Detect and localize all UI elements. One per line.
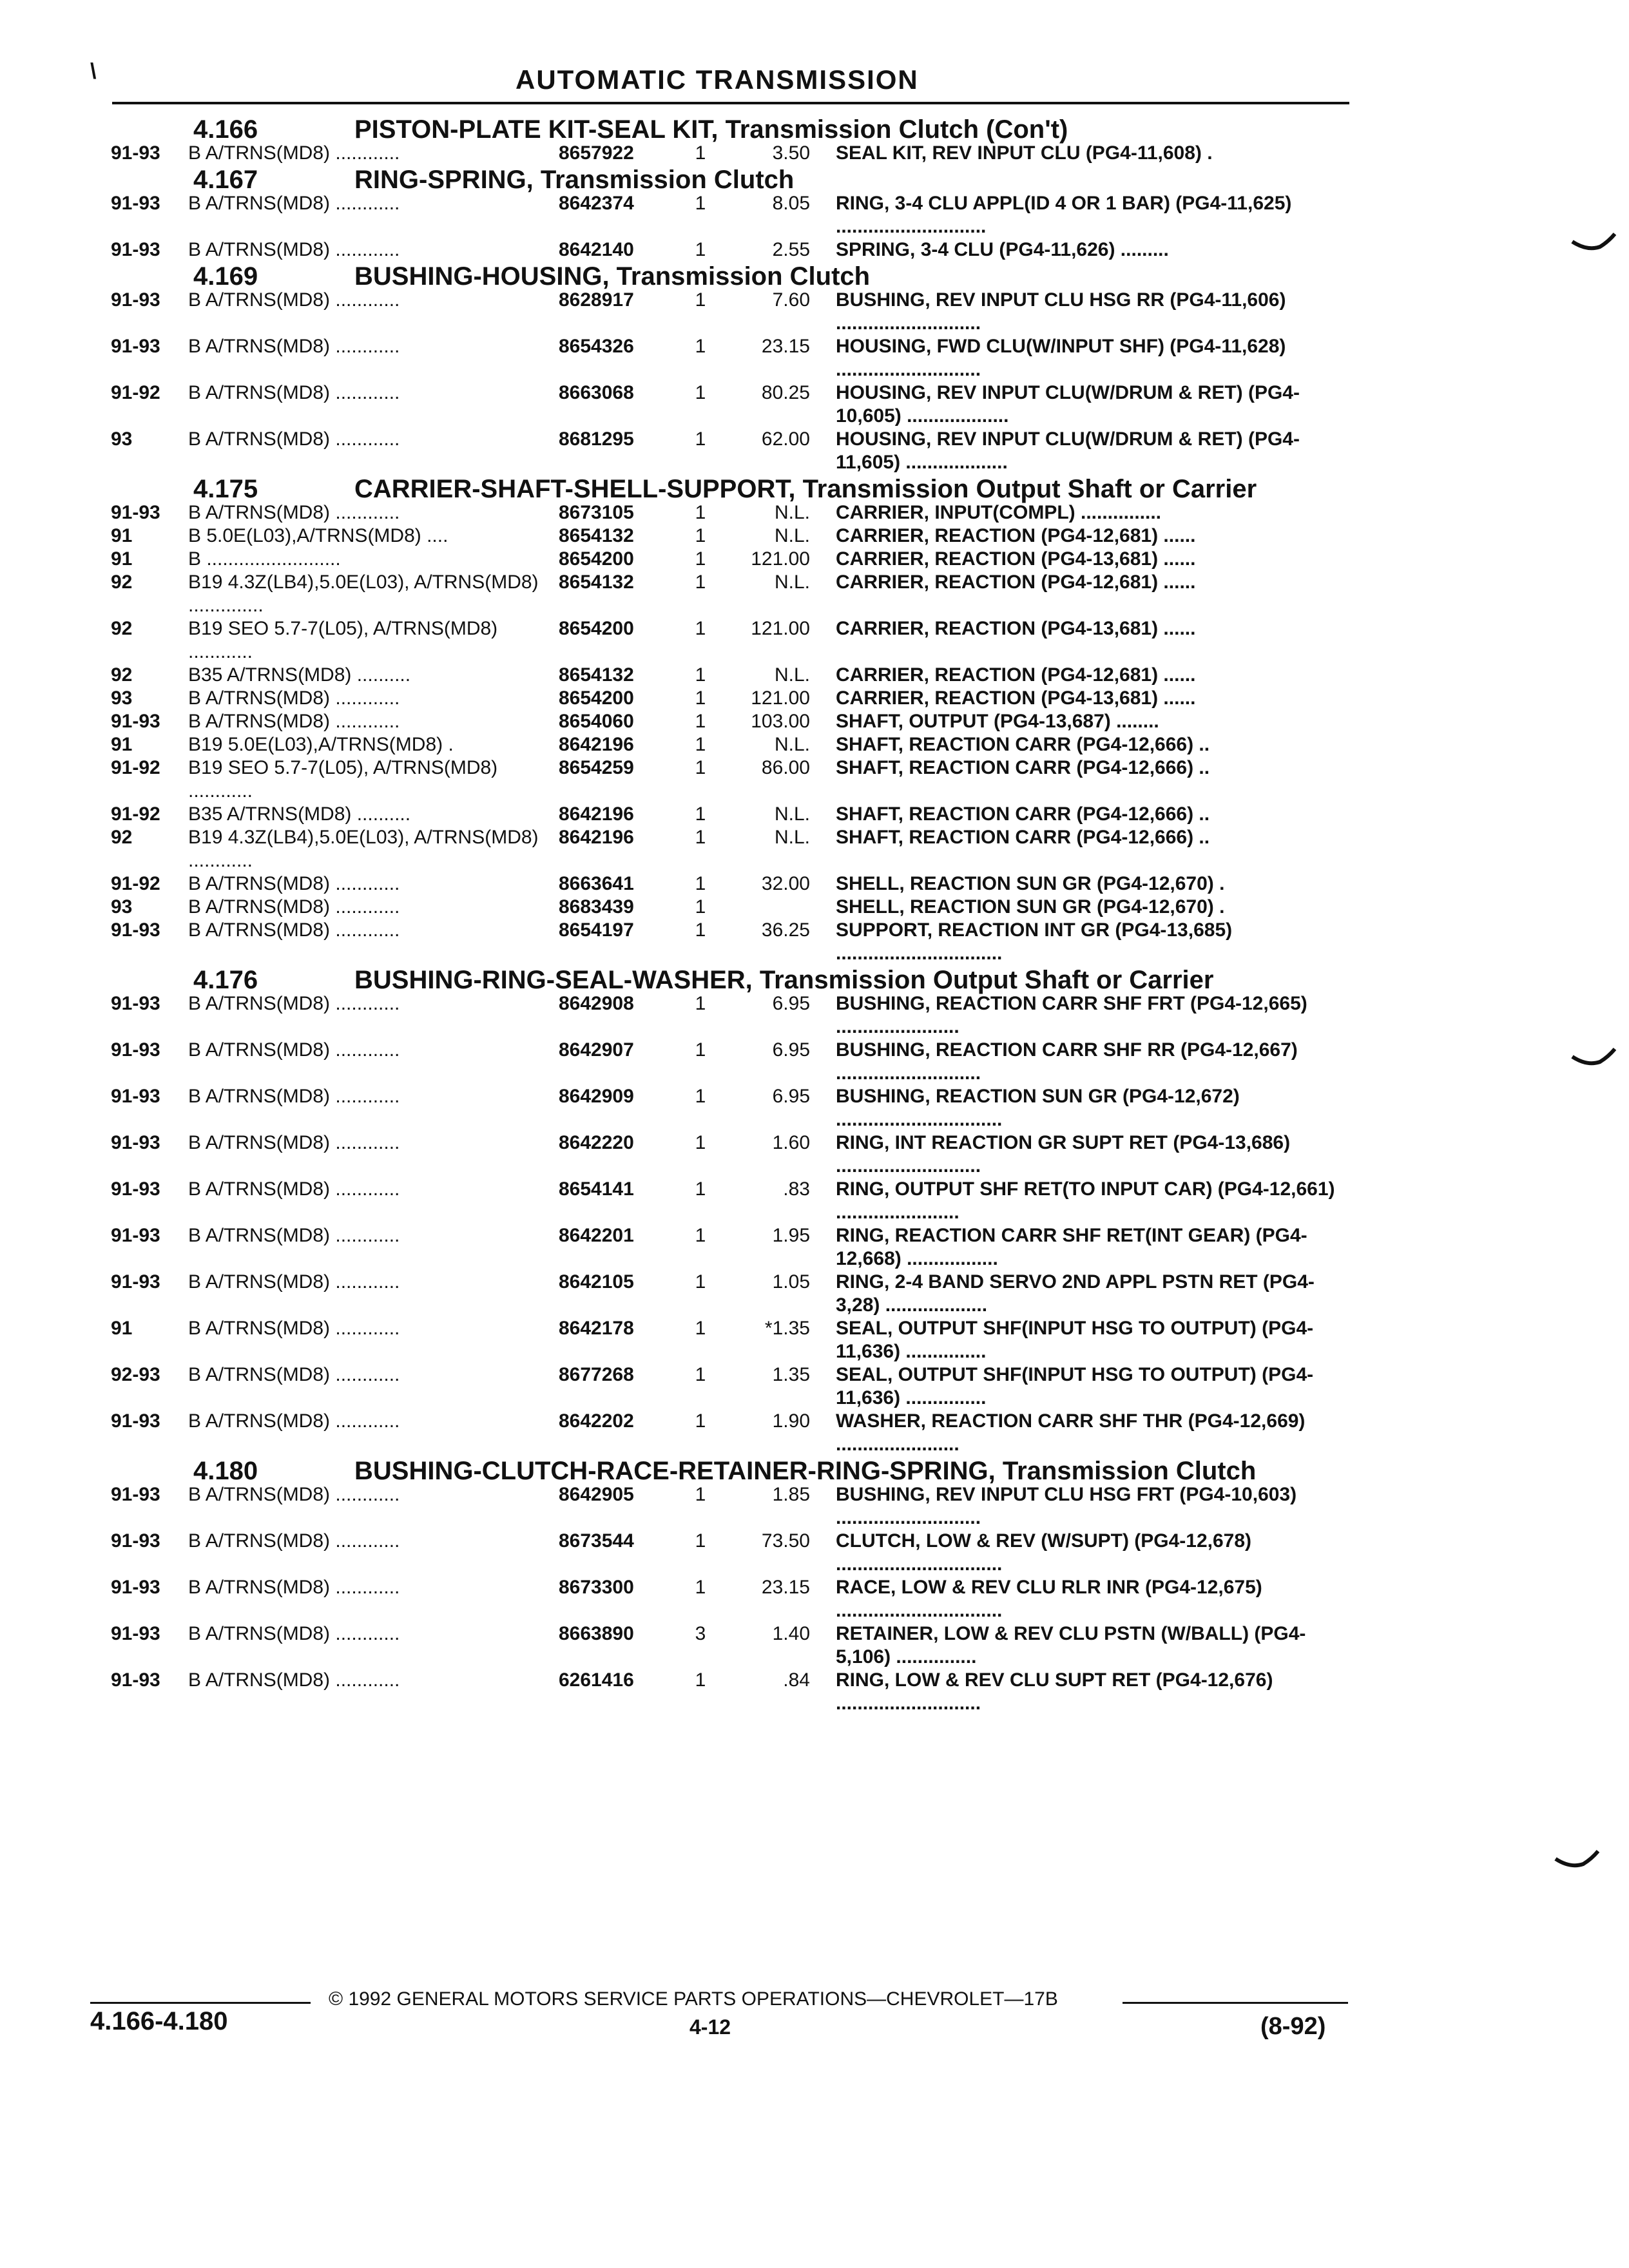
part-row [111,548,1354,571]
price: 1.90 [772,1410,810,1432]
model: B A/TRNS(MD8) ............ [188,428,400,450]
checkmark-icon [1571,1044,1616,1073]
section-title: BUSHING-CLUTCH-RACE-RETAINER-RING-SPRING, Transmission Clutch [354,1457,1257,1485]
part-row [111,501,1354,524]
price: 6.95 [772,1086,810,1107]
part-number: 8628917 [559,289,634,311]
corner-mark: \ [90,59,97,84]
price: 1.35 [772,1364,810,1385]
description: SEAL, OUTPUT SHF(INPUT HSG TO OUTPUT) (PG4-11,636) ............... [836,1318,1314,1362]
model: B A/TRNS(MD8) ............ [188,142,400,164]
page-number: 4-12 [689,2015,731,2039]
footer-rule-right [1123,2002,1348,2004]
model: B35 A/TRNS(MD8) .......... [188,803,411,825]
section-number: 4.175 [193,475,258,503]
qty: 3 [695,1623,706,1644]
price: 80.25 [761,382,810,403]
qty: 1 [695,664,706,686]
section-title: CARRIER-SHAFT-SHELL-SUPPORT, Transmission Output Shaft or Carrier [354,475,1257,503]
description: CARRIER, REACTION (PG4-13,681) ...... [836,618,1196,639]
years: 92 [111,827,133,848]
price: 121.00 [751,687,810,709]
qty: 1 [695,1178,706,1200]
description: SHAFT, REACTION CARR (PG4-12,666) .. [836,827,1210,848]
qty: 1 [695,803,706,825]
section-number: 4.166 [193,115,258,144]
model: B A/TRNS(MD8) ............ [188,919,400,941]
model: B19 SEO 5.7-7(L05), A/TRNS(MD8) ............ [188,757,498,802]
part-row [111,1224,1354,1271]
model: B A/TRNS(MD8) ............ [188,239,400,260]
years: 91-93 [111,1410,160,1432]
model: B19 4.3Z(LB4),5.0E(L03), A/TRNS(MD8) .............. [188,572,539,616]
price: 121.00 [751,548,810,570]
qty: 1 [695,734,706,755]
model: B19 4.3Z(LB4),5.0E(L03), A/TRNS(MD8) ............ [188,827,539,871]
model: B A/TRNS(MD8) ............ [188,1132,400,1153]
years: 91-92 [111,873,160,894]
part-row [111,1483,1354,1530]
part-row [111,142,1354,165]
qty: 1 [695,1271,706,1293]
qty: 1 [695,336,706,357]
price: N.L. [774,734,810,755]
qty: 1 [695,919,706,941]
model: B A/TRNS(MD8) ............ [188,382,400,403]
years: 91 [111,1318,133,1339]
qty: 1 [695,548,706,570]
part-number: 8654200 [559,687,634,709]
price: N.L. [774,572,810,593]
part-row [111,919,1354,965]
qty: 1 [695,993,706,1014]
section-range: 4.166-4.180 [90,2007,228,2035]
price: N.L. [774,502,810,523]
part-number: 8642202 [559,1410,634,1432]
part-row [111,1271,1354,1317]
part-row [111,1669,1354,1715]
price: N.L. [774,827,810,848]
description: RETAINER, LOW & REV CLU PSTN (W/BALL) (PG4-5,106) ............... [836,1623,1306,1667]
part-row [111,238,1354,262]
model: B A/TRNS(MD8) ............ [188,993,400,1014]
years: 91-93 [111,1178,160,1200]
model: B A/TRNS(MD8) ............ [188,1178,400,1200]
part-row [111,1530,1354,1576]
price: 73.50 [761,1530,810,1552]
part-number: 8642196 [559,827,634,848]
years: 91-93 [111,1132,160,1153]
years: 91-93 [111,1623,160,1644]
qty: 1 [695,827,706,848]
years: 93 [111,896,133,918]
model: B A/TRNS(MD8) ............ [188,193,400,214]
part-row [111,192,1354,238]
description: RING, 3-4 CLU APPL(ID 4 OR 1 BAR) (PG4-11,625) ............................ [836,193,1292,237]
description: RING, OUTPUT SHF RET(TO INPUT CAR) (PG4-12,661) ....................... [836,1178,1335,1223]
qty: 1 [695,711,706,732]
description: RING, REACTION CARR SHF RET(INT GEAR) (PG4-12,668) ................. [836,1225,1307,1269]
description: CARRIER, REACTION (PG4-12,681) ...... [836,525,1196,546]
section-number: 4.176 [193,966,258,994]
price: 121.00 [751,618,810,639]
price: 86.00 [761,757,810,778]
model: B A/TRNS(MD8) ............ [188,1484,400,1505]
part-row [111,1085,1354,1131]
model: B A/TRNS(MD8) ............ [188,873,400,894]
part-row [111,335,1354,381]
part-number: 8642907 [559,1039,634,1061]
model: B 5.0E(L03),A/TRNS(MD8) .... [188,525,448,546]
part-number: 8673105 [559,502,634,523]
qty: 1 [695,896,706,918]
part-row [111,1363,1354,1410]
part-row [111,428,1354,474]
part-number: 8654200 [559,548,634,570]
price: .83 [783,1178,810,1200]
model: B A/TRNS(MD8) ............ [188,1086,400,1107]
part-row [111,733,1354,756]
part-number: 8673300 [559,1577,634,1598]
description: RACE, LOW & REV CLU RLR INR (PG4-12,675) ............................... [836,1577,1262,1621]
part-number: 8642196 [559,734,634,755]
part-number: 8673544 [559,1530,634,1552]
description: RING, INT REACTION GR SUPT RET (PG4-13,686) ........................... [836,1132,1291,1177]
years: 93 [111,428,133,450]
years: 91-93 [111,193,160,214]
qty: 1 [695,618,706,639]
model: B A/TRNS(MD8) ............ [188,687,400,709]
years: 91-93 [111,1225,160,1246]
part-number: 8654141 [559,1178,634,1200]
part-number: 8683439 [559,896,634,918]
section-title: PISTON-PLATE KIT-SEAL KIT, Transmission Clutch (Con't) [354,115,1068,144]
model: B A/TRNS(MD8) ............ [188,896,400,918]
qty: 1 [695,1132,706,1153]
model: B A/TRNS(MD8) ............ [188,336,400,357]
part-number: 8654197 [559,919,634,941]
description: HOUSING, FWD CLU(W/INPUT SHF) (PG4-11,628) ........................... [836,336,1286,380]
part-row [111,1410,1354,1456]
part-row [111,756,1354,803]
price: 8.05 [772,193,810,214]
model: B A/TRNS(MD8) ............ [188,1318,400,1339]
years: 91-93 [111,1086,160,1107]
years: 92 [111,664,133,686]
section-header [111,477,1354,501]
description: SEAL, OUTPUT SHF(INPUT HSG TO OUTPUT) (PG4-11,636) ............... [836,1364,1314,1408]
description: SPRING, 3-4 CLU (PG4-11,626) ......... [836,239,1169,260]
part-number: 8663890 [559,1623,634,1644]
part-row [111,992,1354,1039]
section-header [111,1459,1354,1483]
part-number: 8654259 [559,757,634,778]
description: BUSHING, REV INPUT CLU HSG FRT (PG4-10,603) ........................... [836,1484,1297,1528]
price: 103.00 [751,711,810,732]
model: B A/TRNS(MD8) ............ [188,1039,400,1061]
part-row [111,617,1354,664]
description: RING, 2-4 BAND SERVO 2ND APPL PSTN RET (PG4-3,28) ................... [836,1271,1315,1316]
part-number: 8642905 [559,1484,634,1505]
qty: 1 [695,687,706,709]
description: SHELL, REACTION SUN GR (PG4-12,670) . [836,896,1225,918]
price: N.L. [774,803,810,825]
model: B35 A/TRNS(MD8) .......... [188,664,411,686]
description: HOUSING, REV INPUT CLU(W/DRUM & RET) (PG4-10,605) ................... [836,382,1300,427]
qty: 1 [695,1669,706,1691]
part-number: 8642220 [559,1132,634,1153]
revision-date: (8-92) [1260,2013,1326,2040]
model: B A/TRNS(MD8) ............ [188,289,400,311]
description: BUSHING, REACTION CARR SHF FRT (PG4-12,665) ....................... [836,993,1307,1037]
price: 36.25 [761,919,810,941]
part-row [111,571,1354,617]
description: SHELL, REACTION SUN GR (PG4-12,670) . [836,873,1225,894]
section-header [111,117,1354,142]
part-number: 8642908 [559,993,634,1014]
part-number: 8642909 [559,1086,634,1107]
footer-rule-left [90,2002,311,2004]
checkmark-icon [1571,229,1616,258]
price: 23.15 [761,1577,810,1598]
price: 1.60 [772,1132,810,1153]
model: B A/TRNS(MD8) ............ [188,1225,400,1246]
model: B A/TRNS(MD8) ............ [188,1364,400,1385]
description: SHAFT, REACTION CARR (PG4-12,666) .. [836,757,1210,778]
description: CARRIER, REACTION (PG4-13,681) ...... [836,687,1196,709]
qty: 1 [695,1577,706,1598]
price: 1.95 [772,1225,810,1246]
part-number: 8654132 [559,664,634,686]
years: 91-93 [111,1577,160,1598]
part-number: 8654200 [559,618,634,639]
part-number: 8654326 [559,336,634,357]
price: 1.05 [772,1271,810,1293]
years: 92-93 [111,1364,160,1385]
years: 91-92 [111,382,160,403]
part-row [111,524,1354,548]
model: B A/TRNS(MD8) ............ [188,1577,400,1598]
price: 62.00 [761,428,810,450]
years: 92 [111,572,133,593]
years: 91-93 [111,239,160,260]
section-number: 4.180 [193,1457,258,1485]
description: HOUSING, REV INPUT CLU(W/DRUM & RET) (PG4-11,605) ................... [836,428,1300,473]
years: 91-93 [111,289,160,311]
part-row [111,1576,1354,1622]
model: B19 SEO 5.7-7(L05), A/TRNS(MD8) ............ [188,618,498,662]
qty: 1 [695,1410,706,1432]
years: 91-93 [111,711,160,732]
price [720,896,836,919]
qty: 1 [695,1039,706,1061]
part-row [111,687,1354,710]
years: 91-93 [111,1484,160,1505]
years: 91-93 [111,1669,160,1691]
top-rule [112,102,1349,104]
price: 2.55 [772,239,810,260]
description: CARRIER, INPUT(COMPL) ............... [836,502,1162,523]
part-number: 8642105 [559,1271,634,1293]
years: 92 [111,618,133,639]
price: 6.95 [772,993,810,1014]
part-row [111,664,1354,687]
part-number: 8642140 [559,239,634,260]
description: WASHER, REACTION CARR SHF THR (PG4-12,669) ....................... [836,1410,1306,1455]
section-header [111,168,1354,192]
price: N.L. [774,525,810,546]
years: 91-93 [111,1530,160,1552]
page-title: AUTOMATIC TRANSMISSION [516,64,919,95]
part-number: 8654060 [559,711,634,732]
years: 91-93 [111,502,160,523]
qty: 1 [695,428,706,450]
part-number: 8642201 [559,1225,634,1246]
section-title: BUSHING-HOUSING, Transmission Clutch [354,262,871,291]
qty: 1 [695,193,706,214]
price: 1.40 [772,1623,810,1644]
part-row [111,1622,1354,1669]
price: 1.85 [772,1484,810,1505]
years: 91-93 [111,993,160,1014]
years: 91 [111,525,133,546]
price: 6.95 [772,1039,810,1061]
part-number: 8681295 [559,428,634,450]
qty: 1 [695,502,706,523]
qty: 1 [695,1086,706,1107]
part-number: 8663068 [559,382,634,403]
part-number: 8663641 [559,873,634,894]
section-title: RING-SPRING, Transmission Clutch [354,166,795,194]
parts-content [111,115,1354,1715]
qty: 1 [695,572,706,593]
years: 91-92 [111,757,160,778]
price: 3.50 [772,142,810,164]
model: B A/TRNS(MD8) ............ [188,711,400,732]
model: B ......................... [188,548,341,570]
part-number: 8642196 [559,803,634,825]
model: B19 5.0E(L03),A/TRNS(MD8) . [188,734,454,755]
qty: 1 [695,1318,706,1339]
qty: 1 [695,525,706,546]
qty: 1 [695,1530,706,1552]
description: RING, LOW & REV CLU SUPT RET (PG4-12,676) ........................... [836,1669,1273,1714]
years: 93 [111,687,133,709]
description: CARRIER, REACTION (PG4-12,681) ...... [836,664,1196,686]
part-row [111,826,1354,872]
part-number: 6261416 [559,1669,634,1691]
part-row [111,896,1354,919]
price: *1.35 [764,1318,810,1339]
part-number: 8642178 [559,1318,634,1339]
model: B A/TRNS(MD8) ............ [188,1530,400,1552]
part-row [111,710,1354,733]
qty: 1 [695,289,706,311]
years: 91-93 [111,1271,160,1293]
part-row [111,1317,1354,1363]
qty: 1 [695,1484,706,1505]
years: 91-93 [111,142,160,164]
part-row [111,289,1354,335]
part-row [111,803,1354,826]
part-number: 8677268 [559,1364,634,1385]
description: SUPPORT, REACTION INT GR (PG4-13,685) ............................... [836,919,1233,964]
description: SHAFT, REACTION CARR (PG4-12,666) .. [836,734,1210,755]
description: BUSHING, REACTION CARR SHF RR (PG4-12,667) ........................... [836,1039,1298,1084]
part-number: 8657922 [559,142,634,164]
description: SHAFT, OUTPUT (PG4-13,687) ........ [836,711,1159,732]
years: 91 [111,548,133,570]
description: CARRIER, REACTION (PG4-13,681) ...... [836,548,1196,570]
part-row [111,872,1354,896]
price: 23.15 [761,336,810,357]
qty: 1 [695,757,706,778]
price: .84 [783,1669,810,1691]
description: BUSHING, REACTION SUN GR (PG4-12,672) ............................... [836,1086,1240,1130]
part-number: 8654132 [559,525,634,546]
section-header [111,264,1354,289]
years: 91 [111,734,133,755]
section-title: BUSHING-RING-SEAL-WASHER, Transmission Output Shaft or Carrier [354,966,1214,994]
checkmark-icon [1554,1846,1599,1875]
model: B A/TRNS(MD8) ............ [188,1271,400,1293]
copyright-text: © 1992 GENERAL MOTORS SERVICE PARTS OPERATIONS—CHEVROLET—17B [329,1988,1058,2010]
model: B A/TRNS(MD8) ............ [188,1623,400,1644]
part-row [111,1131,1354,1178]
section-number: 4.169 [193,262,258,291]
years: 91-93 [111,1039,160,1061]
part-number: 8654132 [559,572,634,593]
section-header [111,968,1354,992]
price: 7.60 [772,289,810,311]
part-row [111,1178,1354,1224]
years: 91-93 [111,919,160,941]
price: N.L. [774,664,810,686]
description: CLUTCH, LOW & REV (W/SUPT) (PG4-12,678) ............................... [836,1530,1252,1575]
description: CARRIER, REACTION (PG4-12,681) ...... [836,572,1196,593]
qty: 1 [695,382,706,403]
years: 91-92 [111,803,160,825]
qty: 1 [695,239,706,260]
part-number: 8642374 [559,193,634,214]
model: B A/TRNS(MD8) ............ [188,1410,400,1432]
part-row [111,381,1354,428]
qty: 1 [695,142,706,164]
price: 32.00 [761,873,810,894]
years: 91-93 [111,336,160,357]
description: BUSHING, REV INPUT CLU HSG RR (PG4-11,606) ........................... [836,289,1286,334]
model: B A/TRNS(MD8) ............ [188,1669,400,1691]
section-number: 4.167 [193,166,258,194]
description: SHAFT, REACTION CARR (PG4-12,666) .. [836,803,1210,825]
qty: 1 [695,1225,706,1246]
model: B A/TRNS(MD8) ............ [188,502,400,523]
part-row [111,1039,1354,1085]
qty: 1 [695,1364,706,1385]
description: SEAL KIT, REV INPUT CLU (PG4-11,608) . [836,142,1213,164]
qty: 1 [695,873,706,894]
